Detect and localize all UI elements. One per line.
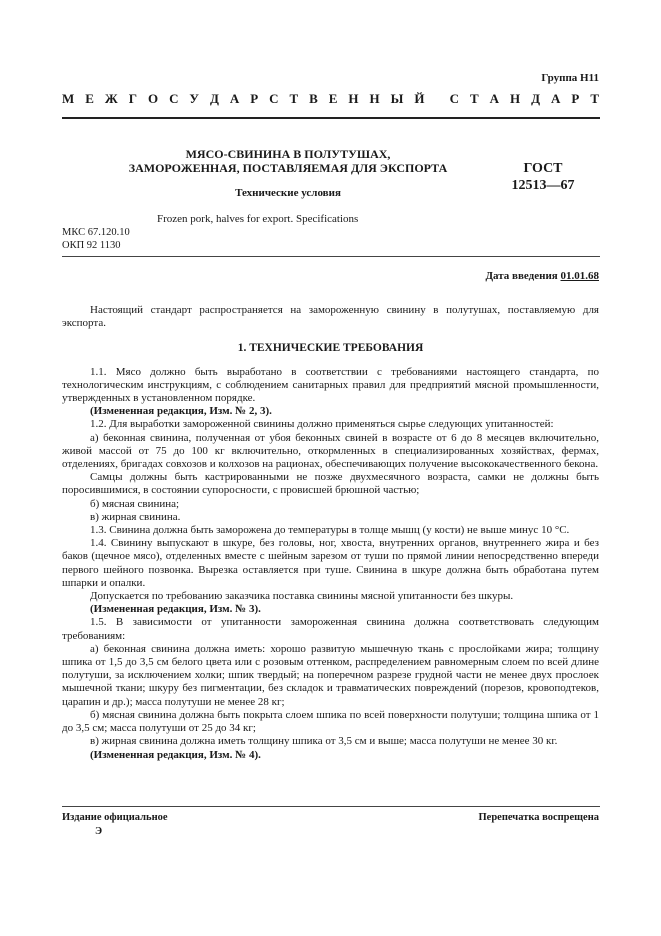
banner-letter: Н xyxy=(369,91,380,106)
banner-letter: О xyxy=(147,91,159,106)
gost-code: 12513—67 xyxy=(511,178,575,193)
banner-letter: Р xyxy=(571,91,580,106)
date-label: Дата введения xyxy=(485,270,558,282)
clause-1-4: 1.4. Свинину выпускают в шкуре, без головы, ног, хвоста, внутренних органов, внутреннего жира и без баков (щечное мясо), отделенных вместе с шейным зарезом от туши по прямой линии непосредственно впереди первого шейного позвонка. Вырезка оставляется при туше. Свинина в шкуре должна быть обработана путем шпарки и опалки. xyxy=(62,537,599,589)
banner-letter: А xyxy=(489,91,500,106)
okp-code: ОКП 92 1130 xyxy=(62,240,121,251)
banner-letter: Т xyxy=(470,91,479,106)
clause-1-5-c: в) жирная свинина должна иметь толщину шпика от 3,5 см и выше; масса полутуши не менее 30 кг. xyxy=(90,735,558,748)
document-body xyxy=(62,304,599,762)
gost-label: ГОСТ xyxy=(523,161,563,176)
banner-letter: Т xyxy=(289,91,299,106)
banner-letter: Г xyxy=(128,91,137,106)
clause-1-3: 1.3. Свинина должна быть заморожена до температуры в толще мышц (у кости) не выше минус 10 °С. xyxy=(90,524,570,537)
clause-1-2-c: в) жирная свинина. xyxy=(90,510,181,523)
classification-codes xyxy=(62,226,130,252)
revision-note: (Измененная редакция, Изм. № 2, 3). xyxy=(90,405,272,418)
document-subtitle: Технические условия xyxy=(235,187,341,199)
clause-1-2-note: Самцы должны быть кастрированными не позже двухмесячного возраста, самки не должны быть поросившимися, в состоянии супоросности, с провисшей брюшной частью; xyxy=(62,471,599,497)
banner-letter: Р xyxy=(250,91,259,106)
banner-letter: Н xyxy=(348,91,359,106)
banner-letter: Н xyxy=(510,91,521,106)
banner-letter: С xyxy=(269,91,279,106)
banner-letter: Д xyxy=(531,91,541,106)
mks-code: МКС 67.120.10 xyxy=(62,227,130,238)
clause-1-5: 1.5. В зависимости от упитанности замороженная свинина должна соответствовать следующим требованиям: xyxy=(62,616,599,642)
banner-letter: С xyxy=(449,91,460,106)
edition-mark: Э xyxy=(95,826,103,837)
clause-1-5-a: а) беконная свинина должна иметь: хорошо развитую мышечную ткань с прослойками жира; толщину шпика от 1,5 до 3,5 см белого цвета или с розовым оттенком, распределением равномерным слоем по всей длине полутуши, за исключением холки; шпик твердый; на поперечном разрезе грудной части не менее двух прослоек мышечной ткани; шкуру без пигментации, без складок и травматических повреждений (порезов, кровоподтеков, царапин и др.); масса полутуши не менее 28 кг; xyxy=(62,642,599,708)
banner-letter: Ж xyxy=(104,91,118,106)
banner-letter: У xyxy=(189,91,199,106)
clause-1-2-b: б) мясная свинина; xyxy=(90,497,180,510)
date-value: 01.01.68 xyxy=(560,270,599,282)
title-line-2: ЗАМОРОЖЕННАЯ, ПОСТАВЛЯЕМАЯ ДЛЯ ЭКСПОРТА xyxy=(128,161,448,175)
title-line-1: МЯСО-СВИНИНА В ПОЛУТУШАХ, xyxy=(185,147,391,161)
footer-rule xyxy=(62,806,600,807)
group-code: Группа Н11 xyxy=(541,72,599,84)
revision-note: (Измененная редакция, Изм. № 3). xyxy=(90,603,261,616)
banner-letter: В xyxy=(309,91,318,106)
clause-1-2-a: а) беконная свинина, полученная от убоя беконных свиней в возрасте от 6 до 8 месяцев включительно, живой массой от 75 до 100 кг включительно, откормленных в специализированных хозяйствах, фермах, отделениях, бригадах совхозов и колхозов на рационах, обеспечивающих получение высококачественного бекона. xyxy=(62,431,599,471)
banner-letter: Е xyxy=(328,91,338,106)
clause-1-4-note: Допускается по требованию заказчика поставка свинины мясной упитанности без шкуры. xyxy=(90,590,514,603)
banner-letter: А xyxy=(551,91,561,106)
official-edition-label: Издание официальное xyxy=(62,812,168,823)
banner-letter: А xyxy=(229,91,240,106)
header-rule xyxy=(62,117,600,119)
gost-number xyxy=(503,160,583,194)
banner-letter: Ы xyxy=(390,91,404,106)
banner-letter: С xyxy=(169,91,179,106)
banner-letter: Т xyxy=(590,91,599,106)
clause-1-1: 1.1. Мясо должно быть выработано в соответствии с требованиями настоящего стандарта, по технологическим инструкциям, с соблюдением санитарных правил для предприятий мясной промышленности, утвержденных в установленном порядке. xyxy=(62,365,599,405)
intro-paragraph: Настоящий стандарт распространяется на замороженную свинину в полутушах, поставляемую для экспорта. xyxy=(62,304,599,330)
effective-date xyxy=(485,270,599,282)
reprint-prohibited-label: Перепечатка воспрещена xyxy=(478,812,599,823)
codes-rule xyxy=(62,256,600,257)
document-title xyxy=(100,147,476,175)
standard-banner xyxy=(62,91,599,109)
section-heading: 1. ТЕХНИЧЕСКИЕ ТРЕБОВАНИЯ xyxy=(237,342,424,355)
clause-1-5-b: б) мясная свинина должна быть покрыта слоем шпика по всей поверхности полутуши; толщина шпика от 1 до 3,5 см; масса полутуши от 25 до 34 кг; xyxy=(62,708,599,735)
banner-letter xyxy=(435,91,438,109)
english-title: Frozen pork, halves for export. Specifications xyxy=(157,213,359,225)
banner-letter: Й xyxy=(414,91,425,106)
revision-note: (Измененная редакция, Изм. № 4). xyxy=(90,748,261,761)
banner-letter: М xyxy=(62,91,75,106)
banner-letter: Е xyxy=(85,91,94,106)
clause-1-2: 1.2. Для выработки замороженной свинины должно применяться сырье следующих упитанностей: xyxy=(90,418,554,431)
banner-letter: Д xyxy=(209,91,219,106)
